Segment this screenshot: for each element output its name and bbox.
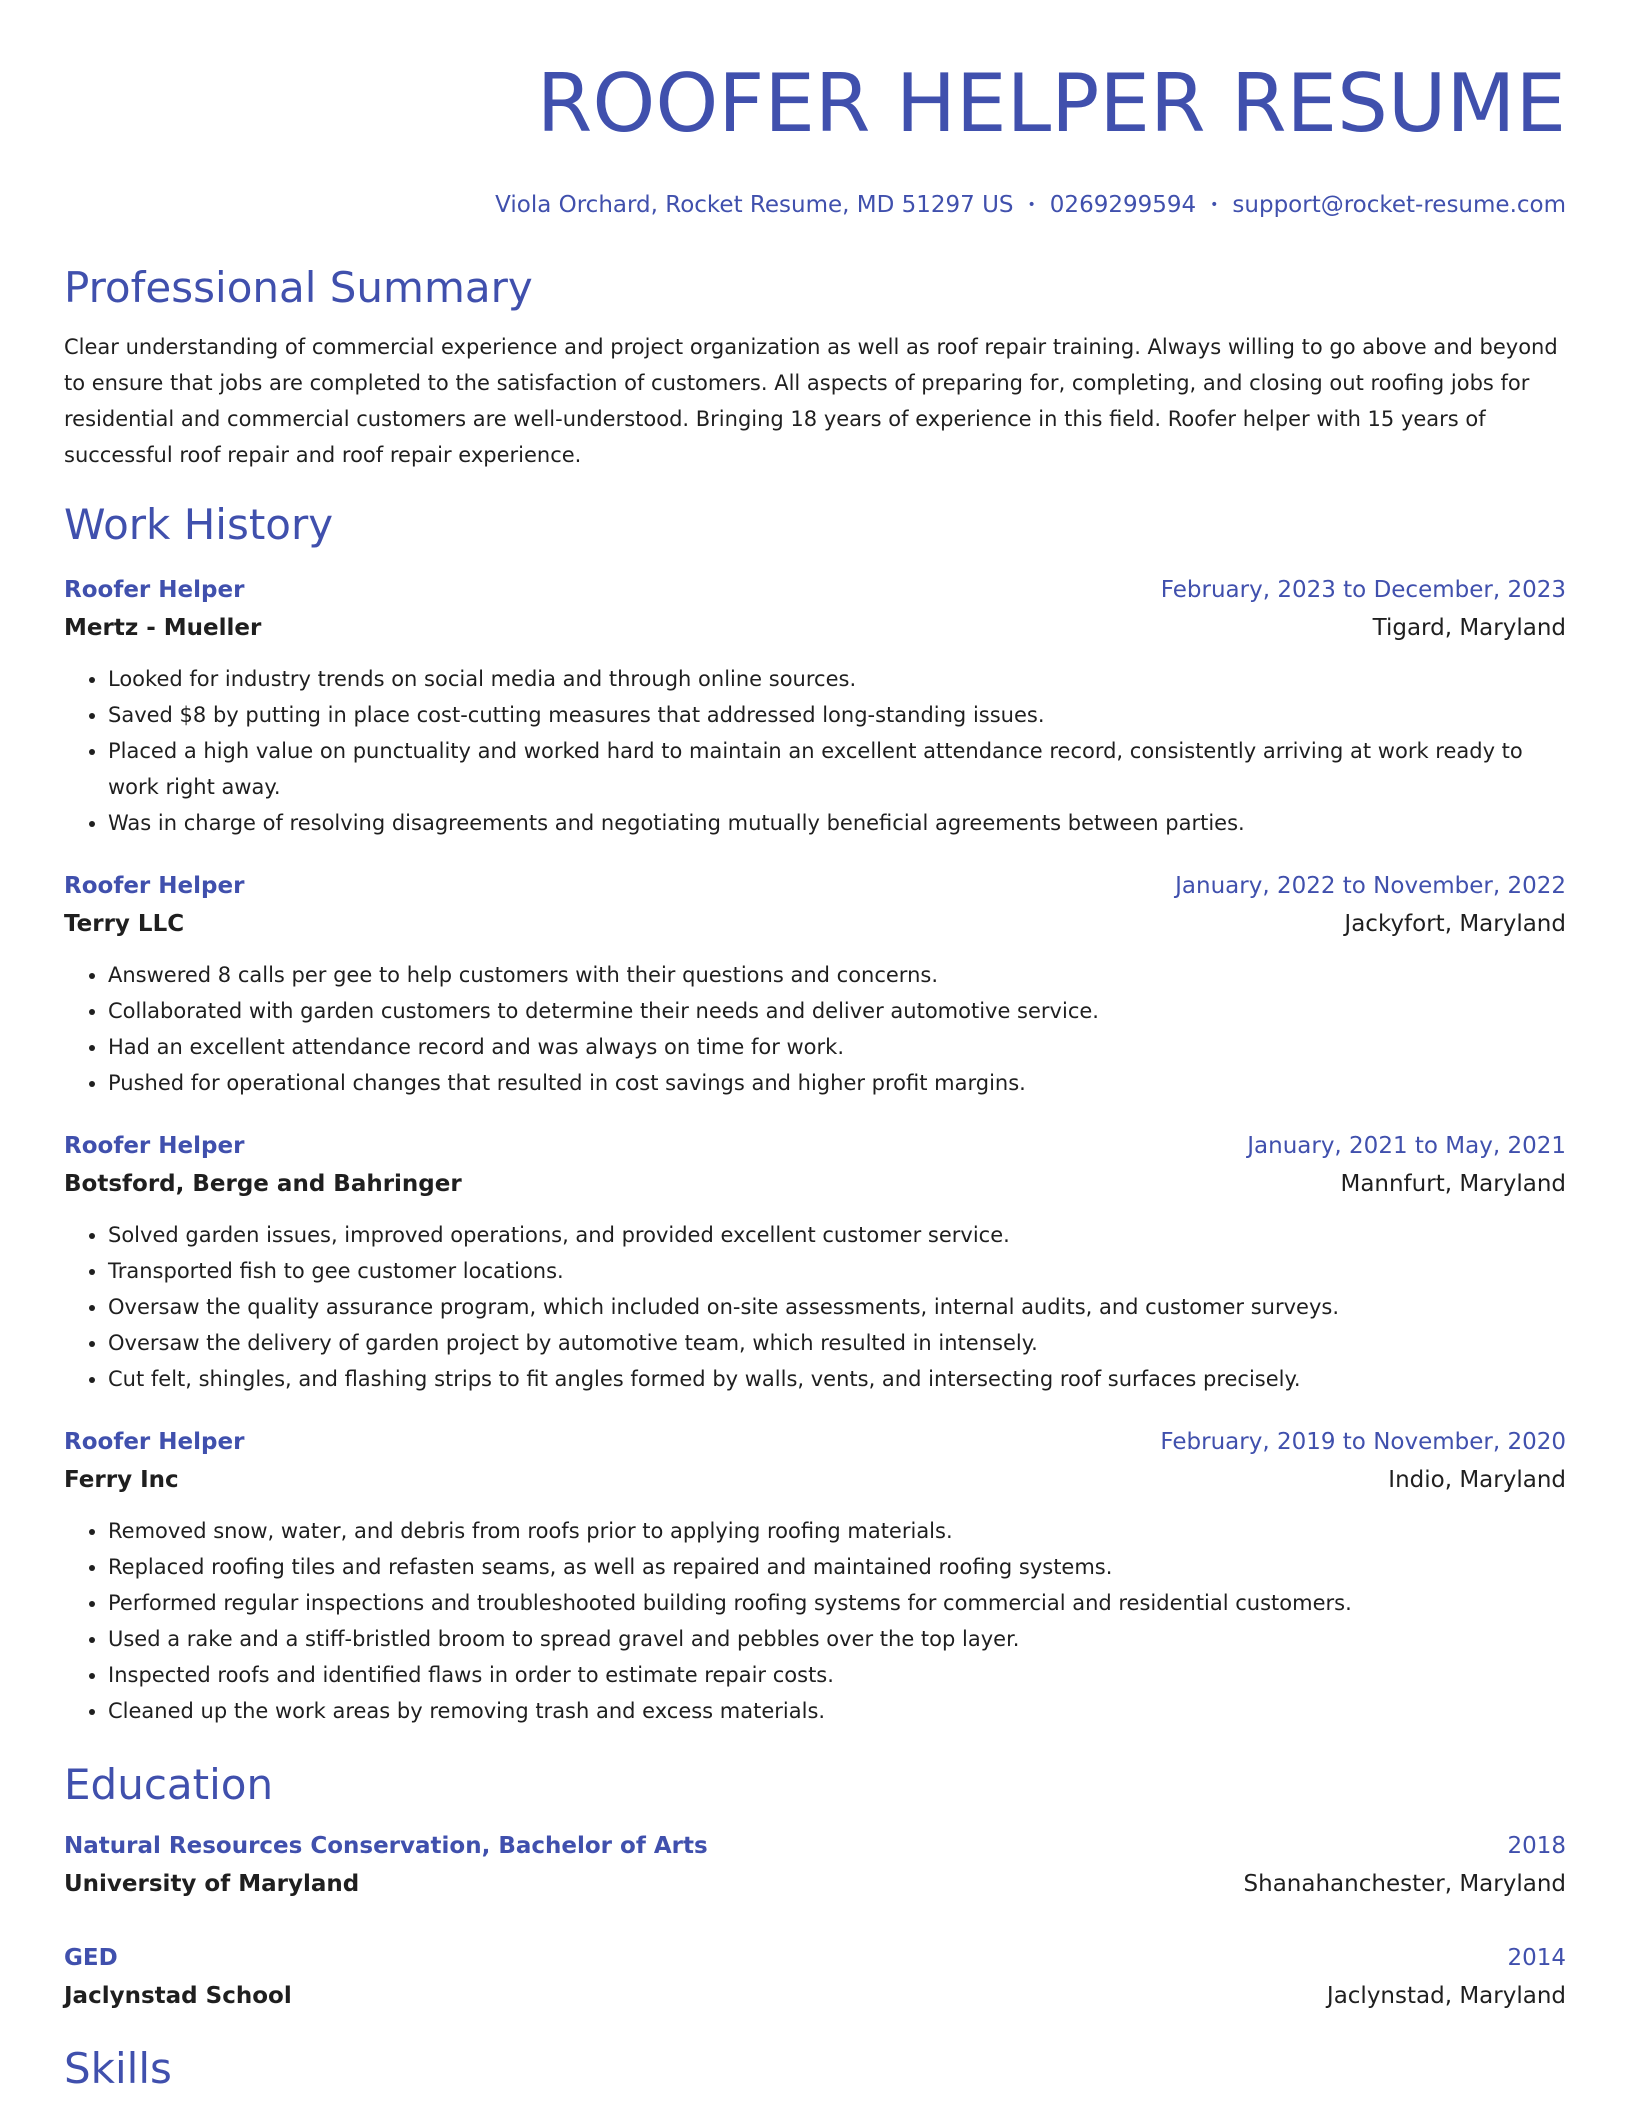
job-bullet: • Cut felt, shingles, and flashing strips to fit angles formed by walls, vents, and intersecting roof surfaces precisely.	[108, 1361, 1566, 1397]
job-bullet: • Solved garden issues, improved operations, and provided excellent customer service.	[108, 1217, 1566, 1253]
job-entry	[64, 1425, 1566, 1729]
job-title: Roofer Helper	[64, 873, 245, 899]
job-dates: February, 2023 to December, 2023	[1160, 577, 1566, 603]
contact-address: Viola Orchard, Rocket Resume, MD 51297 US	[495, 192, 1014, 218]
job-entry	[64, 869, 1566, 1101]
job-bullet: • Removed snow, water, and debris from roofs prior to applying roofing materials.	[108, 1513, 1566, 1549]
skills-heading: Skills	[64, 2044, 172, 2093]
summary-text: Clear understanding of commercial experience and project organization as well as roof repair training. Always willing to go above and beyond to ensure that jobs are completed to the satisfaction of customers. All aspects of preparing for, completing, and closing out roofing jobs for residential and commercial customers are well-understood. Bringing 18 years of experience in this field. Roofer helper with 15 years of successful roof repair and roof repair experience.	[64, 335, 1558, 467]
contact-line	[64, 190, 1566, 220]
education-school: University of Maryland	[64, 1871, 360, 1897]
job-bullet: • Replaced roofing tiles and refasten seams, as well as repaired and maintained roofing systems.	[108, 1549, 1566, 1585]
job-bullet: • Collaborated with garden customers to determine their needs and deliver automotive service.	[108, 993, 1566, 1029]
job-entry	[64, 1129, 1566, 1397]
job-bullet: • Saved $8 by putting in place cost-cutting measures that addressed long-standing issues.	[108, 697, 1566, 733]
job-bullet: • Performed regular inspections and troubleshooted building roofing systems for commercial and residential customers.	[108, 1585, 1566, 1621]
job-company: Mertz - Mueller	[64, 615, 262, 641]
job-company: Ferry Inc	[64, 1467, 179, 1493]
job-dates: February, 2019 to November, 2020	[1160, 1429, 1566, 1455]
job-bullet: • Looked for industry trends on social media and through online sources.	[108, 661, 1566, 697]
education-degree: GED	[64, 1945, 118, 1971]
job-bullet: • Was in charge of resolving disagreements and negotiating mutually beneficial agreements between parties.	[108, 805, 1566, 841]
job-bullet: • Placed a high value on punctuality and worked hard to maintain an excellent attendance record, consistently arriving at work ready to work right away.	[108, 733, 1566, 805]
job-bullet: • Pushed for operational changes that resulted in cost savings and higher profit margins.	[108, 1065, 1566, 1101]
contact-separator: •	[1027, 197, 1036, 213]
education-entry	[64, 1941, 1566, 2013]
education-entry	[64, 1829, 1566, 1901]
job-bullets	[64, 1217, 1566, 1397]
education-school: Jaclynstad School	[64, 1983, 292, 2009]
job-location: Tigard, Maryland	[1372, 615, 1566, 641]
job-bullet: • Had an excellent attendance record and was always on time for work.	[108, 1029, 1566, 1065]
education-degree: Natural Resources Conservation, Bachelor of Arts	[64, 1833, 708, 1859]
contact-phone: 0269299594	[1049, 192, 1197, 218]
job-location: Indio, Maryland	[1388, 1467, 1566, 1493]
job-bullets	[64, 1513, 1566, 1729]
education-location: Jaclynstad, Maryland	[1326, 1983, 1566, 2009]
summary-heading: Professional Summary	[64, 263, 533, 312]
job-dates: January, 2021 to May, 2021	[1247, 1133, 1566, 1159]
contact-separator: •	[1210, 197, 1219, 213]
education-year: 2014	[1507, 1945, 1566, 1971]
job-bullets	[64, 957, 1566, 1101]
job-dates: January, 2022 to November, 2022	[1175, 873, 1566, 899]
job-location: Jackyfort, Maryland	[1344, 911, 1566, 937]
job-location: Mannfurt, Maryland	[1340, 1171, 1566, 1197]
job-title: Roofer Helper	[64, 577, 245, 603]
work-history-heading: Work History	[64, 500, 334, 549]
contact-email: support@rocket-resume.com	[1232, 192, 1566, 218]
job-title: Roofer Helper	[64, 1429, 245, 1455]
resume-page	[64, 0, 1566, 2095]
job-company: Botsford, Berge and Bahringer	[64, 1171, 462, 1197]
education-location: Shanahanchester, Maryland	[1243, 1871, 1566, 1897]
job-entry	[64, 573, 1566, 841]
job-bullets	[64, 661, 1566, 841]
job-company: Terry LLC	[64, 911, 185, 937]
education-heading: Education	[64, 1760, 274, 1809]
job-bullet: • Transported fish to gee customer locations.	[108, 1253, 1566, 1289]
job-bullet: • Used a rake and a stiff-bristled broom to spread gravel and pebbles over the top layer.	[108, 1621, 1566, 1657]
job-title: Roofer Helper	[64, 1133, 245, 1159]
job-bullet: • Oversaw the delivery of garden project by automotive team, which resulted in intensely.	[108, 1325, 1566, 1361]
education-year: 2018	[1507, 1833, 1566, 1859]
job-bullet: • Inspected roofs and identified flaws in order to estimate repair costs.	[108, 1657, 1566, 1693]
resume-title: ROOFER HELPER RESUME	[536, 57, 1566, 150]
job-bullet: • Answered 8 calls per gee to help customers with their questions and concerns.	[108, 957, 1566, 993]
job-bullet: • Cleaned up the work areas by removing trash and excess materials.	[108, 1693, 1566, 1729]
job-bullet: • Oversaw the quality assurance program, which included on-site assessments, internal audits, and customer surveys.	[108, 1289, 1566, 1325]
